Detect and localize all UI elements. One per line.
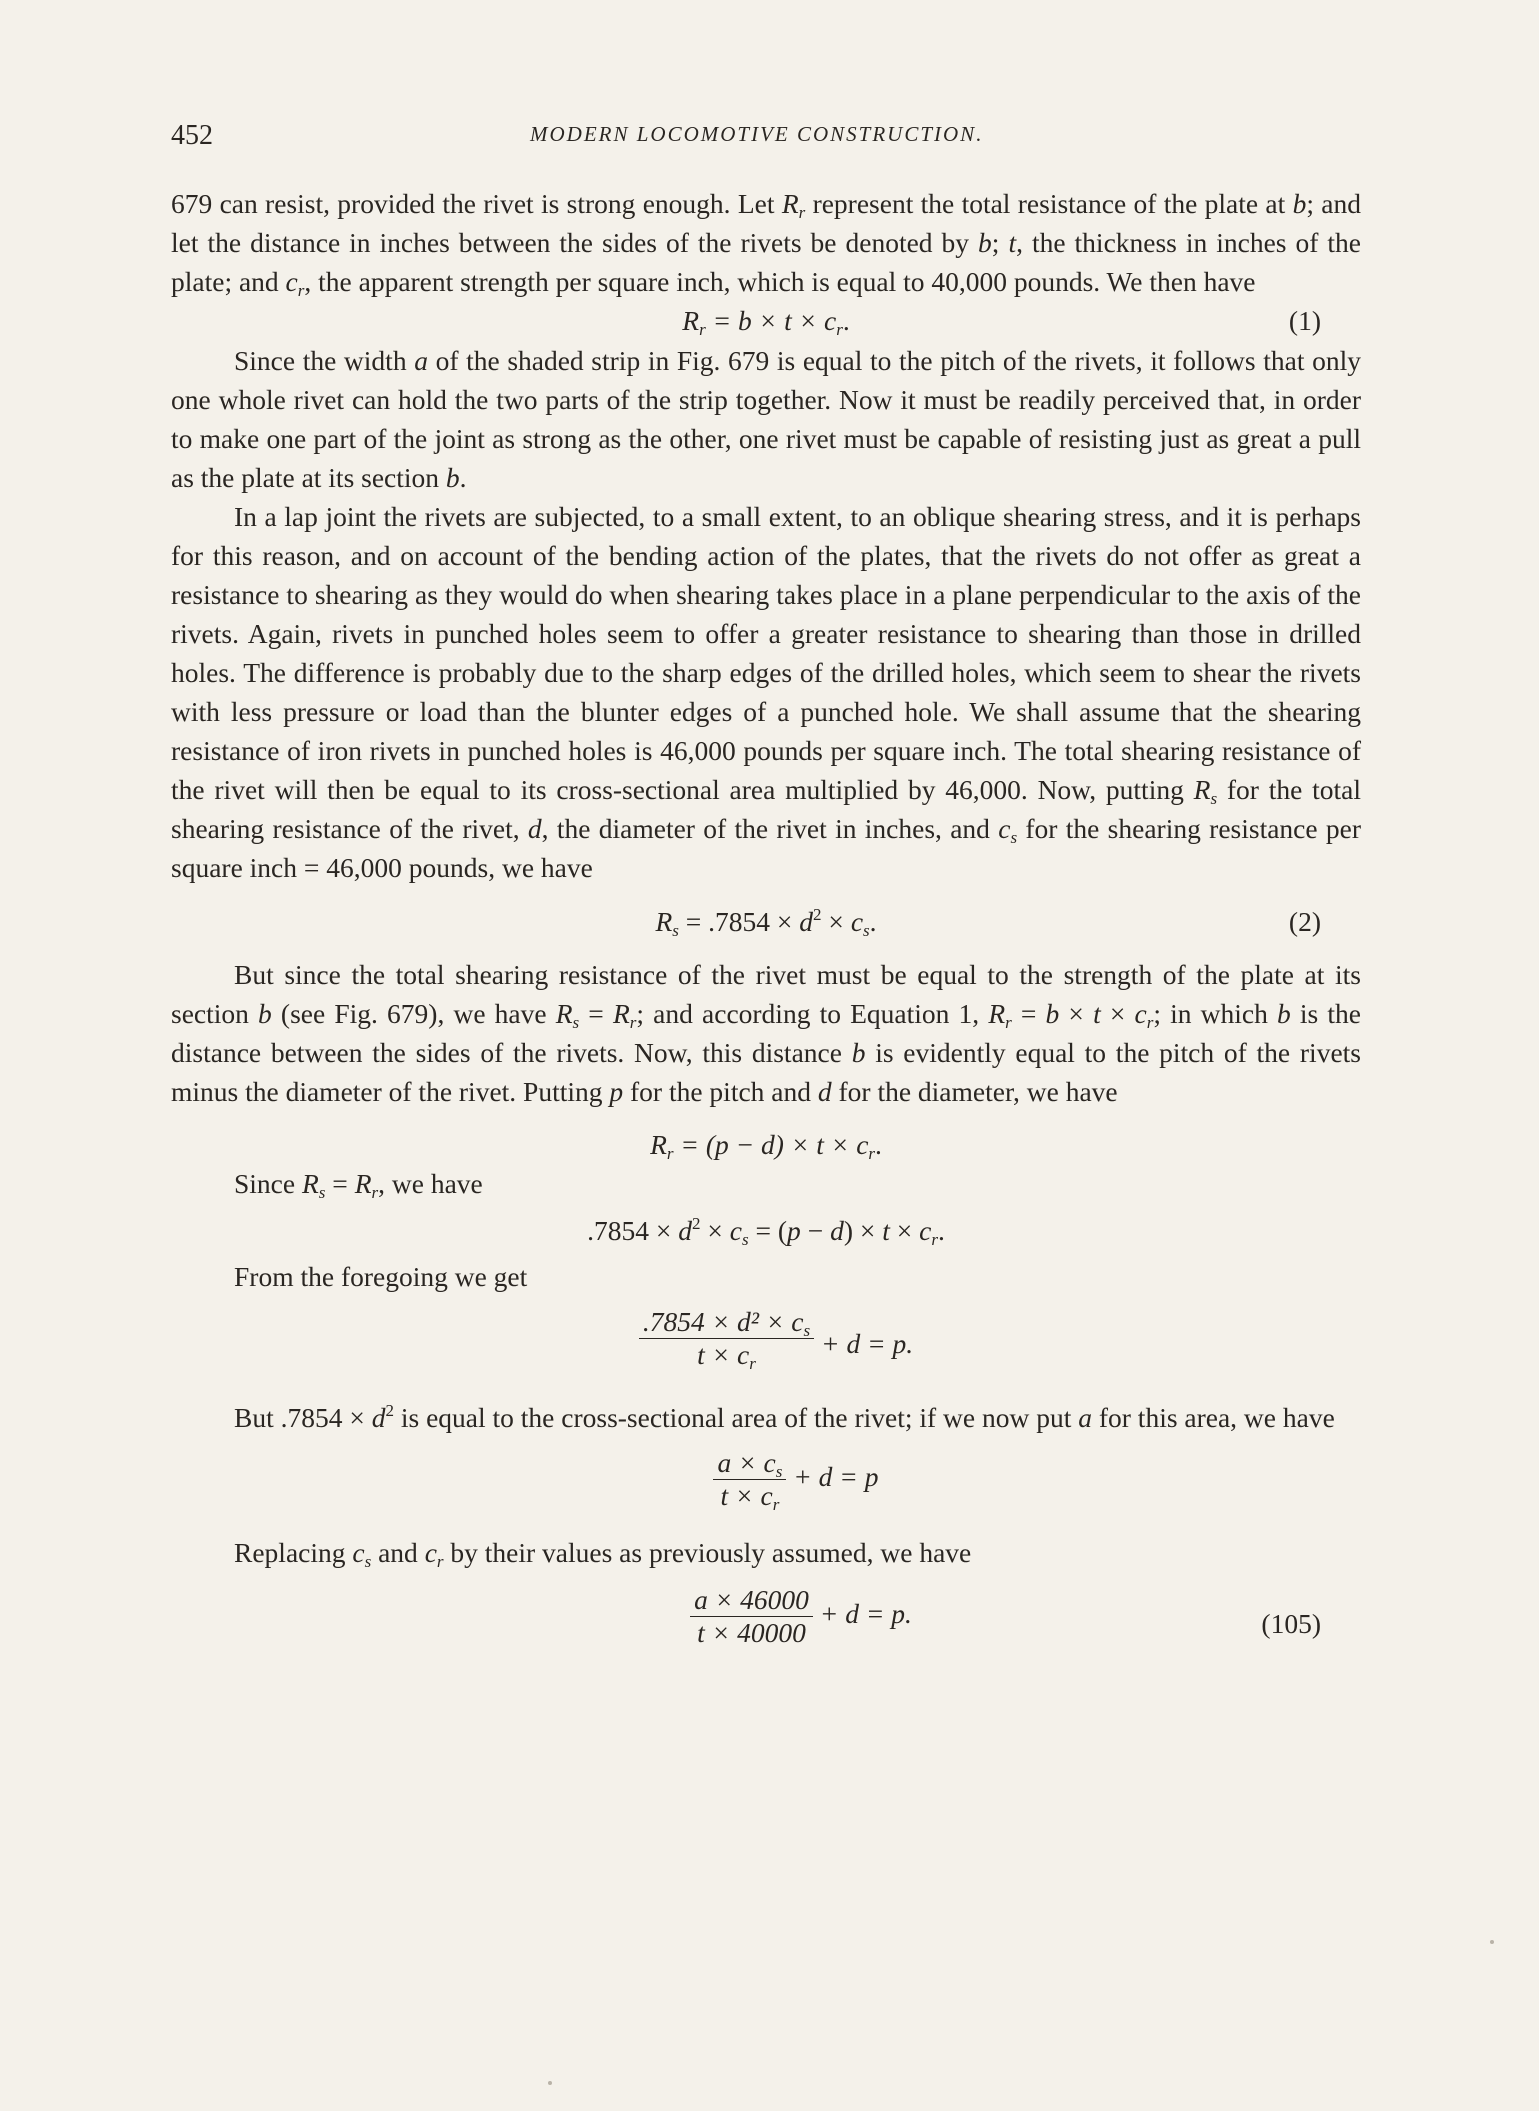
- equation-1: $R_r = b \times t \times c_r$. (1): [171, 301, 1361, 340]
- equation-3: $R_r = (p - d) \times t \times c_r$.: [650, 1129, 882, 1163]
- body-text: [171, 184, 1361, 1664]
- equation-number: (2): [1288, 906, 1321, 937]
- foregoing-line: From the foregoing we get: [234, 1261, 528, 1292]
- paper-speck: [1490, 1940, 1494, 1944]
- equation-2: $R_s = .7854 \times d^2 \times c_s$. (2): [171, 902, 1361, 941]
- replacing-line: Replacing $c_s$ and $c_r$ by their values as previously assumed, we have: [234, 1537, 972, 1571]
- paragraph-5: But $.7854 \times d^2$ is equal to the cross-sectional area of the rivet; if we now put a for this area, we have: [234, 1401, 1335, 1433]
- paragraph-2: Since the width a of the shaded strip in Fig. 679 is equal to the pitch of the rivets, it follows that only one whole rivet can hold the two parts of the strip together. Now it must be readily perceived that, in order to make one part of the joint as strong as the other, one rivet must be capable of resisting just as great a pull as the plate at its section b.: [171, 345, 1361, 493]
- running-title: MODERN LOCOMOTIVE CONSTRUCTION.: [530, 122, 984, 146]
- paper-speck: [548, 2081, 552, 2085]
- equation-5: $\frac{.7854 \times d^2 \times c_s}{t \times c_r}$ + d = p.: [171, 1306, 1361, 1386]
- paragraph-1: 679 can resist, provided the rivet is strong enough. Let $R_r$ represent the total resistance of the plate at b; and let the distance in inches between the sides of the rivets be denoted by b; t, the thickness in inches of the plate; and $c_r$, the apparent strength per square inch, which is equal to 40,000 pounds. We then have: [171, 188, 1361, 300]
- equation-number: (105): [1261, 1608, 1321, 1639]
- page-number: 452: [171, 120, 213, 151]
- paragraph-4: But since the total shearing resistance of the rivet must be equal to the strength of the plate at its section b (see Fig. 679), we have $R_s = R_r$; and according to Equation 1, $R_r = b \times t \times c_r$; in which b is the distance between the sides of the rivets. Now, this distance b is evidently equal to the pitch of the rivets minus the diameter of the rivet. Putting p for the pitch and d for the diameter, we have: [171, 959, 1361, 1107]
- equation-4: $.7854 \times d^2 \times c_s = (p - d) \times t \times c_r$.: [587, 1214, 945, 1249]
- equation-7: $\frac{a \times 46000}{t \times 40000}$ + d = p. (105): [171, 1584, 1361, 1664]
- equation-number: (1): [1288, 305, 1321, 336]
- since-line: Since $R_s = R_r$, we have: [234, 1168, 483, 1202]
- paragraph-3: In a lap joint the rivets are subjected, to a small extent, to an oblique shearing stress, and it is perhaps for this reason, and on account of the bending action of the plates, that the rivets do not offer as great a resistance to shearing as they would do when shearing takes place in a plane perpendicular to the axis of the rivets. Again, rivets in punched holes seem to offer a greater resistance to shearing than those in drilled holes. The difference is probably due to the sharp edges of the drilled holes, which seem to shear the rivets with less pressure or load than the blunter edges of a punched hole. We shall assume that the shearing resistance of iron rivets in punched holes is 46,000 pounds per square inch. The total shearing resistance of the rivet will then be equal to its cross-sectional area multiplied by 46,000. Now, putting $R_s$ for the total shearing resistance of the rivet, d, the diameter of the rivet in inches, and $c_s$ for the shearing resistance per square inch = 46,000 pounds, we have: [171, 501, 1361, 883]
- equation-6: $\frac{a \times c_s}{t \times c_r}$ + d = p: [171, 1447, 1361, 1527]
